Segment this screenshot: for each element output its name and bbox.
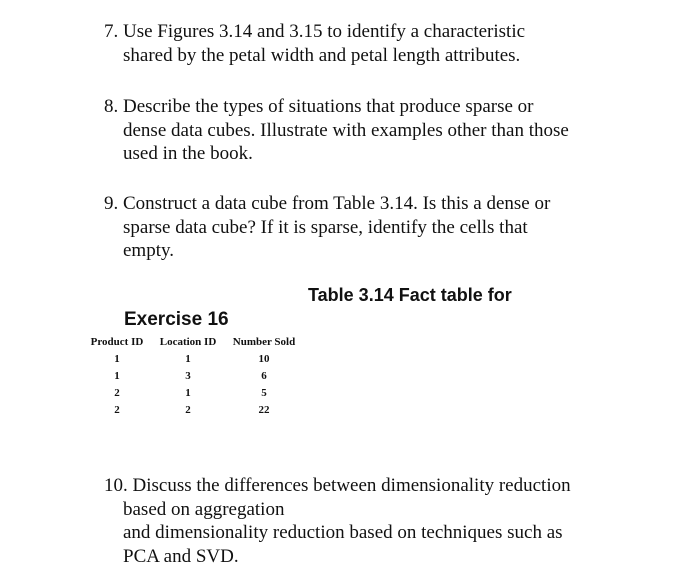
question-number: 7. [104,21,119,42]
table-cell: 1 [185,386,191,399]
fact-table [83,333,303,418]
table-cell: 2 [114,386,120,399]
question-text-line: used in the book. [123,143,253,164]
question-number: 10. [104,475,128,496]
question-text-line: PCA and SVD. [123,545,239,567]
table-cell: 1 [114,352,120,365]
column-header-number-sold: Number Sold [232,335,296,348]
table-cell: 10 [258,352,270,365]
question-number: 9. [104,193,119,214]
table-row [83,401,303,418]
question-9 [104,192,640,263]
question-10 [104,474,640,568]
table-row [83,384,303,401]
question-text-line: shared by the petal width and petal length attributes. [123,44,521,66]
question-text-line: dense data cubes. Illustrate with examples other than those [123,119,569,141]
question-text-line: Use Figures 3.14 and 3.15 to identify a characteristic [123,21,526,42]
table-row [83,350,303,367]
table-cell: 3 [185,369,191,382]
table-subtitle: Exercise 16 [124,309,229,330]
table-row [83,367,303,384]
question-text-line: Describe the types of situations that produce sparse or [123,96,534,117]
question-text: Discuss the differences between dimensionality reduction [132,475,571,496]
question-8 [104,95,640,166]
question-text-line: based on aggregation [123,498,285,520]
column-header-product-id: Product ID [90,335,144,348]
question-text-line: sparse data cube? If it is sparse, identify the cells that [123,216,528,238]
question-7 [104,20,640,67]
table-cell: 1 [114,369,120,382]
column-header-location-id: Location ID [159,335,217,348]
question-text-line-first [104,474,640,498]
table-title: Table 3.14 Fact table for [308,285,512,305]
table-cell: 1 [185,352,191,365]
table-cell: 2 [185,403,191,416]
table-cell: 22 [258,403,270,416]
question-number: 8. [104,96,119,117]
table-header-row [83,333,303,350]
question-text-line: empty. [123,240,175,261]
question-text-line: and dimensionality reduction based on techniques such as [123,522,563,543]
question-text-line: Construct a data cube from Table 3.14. Is this a dense or [123,193,551,214]
table-cell: 2 [114,403,120,416]
table-cell: 5 [261,386,267,399]
table-cell: 6 [261,369,267,382]
